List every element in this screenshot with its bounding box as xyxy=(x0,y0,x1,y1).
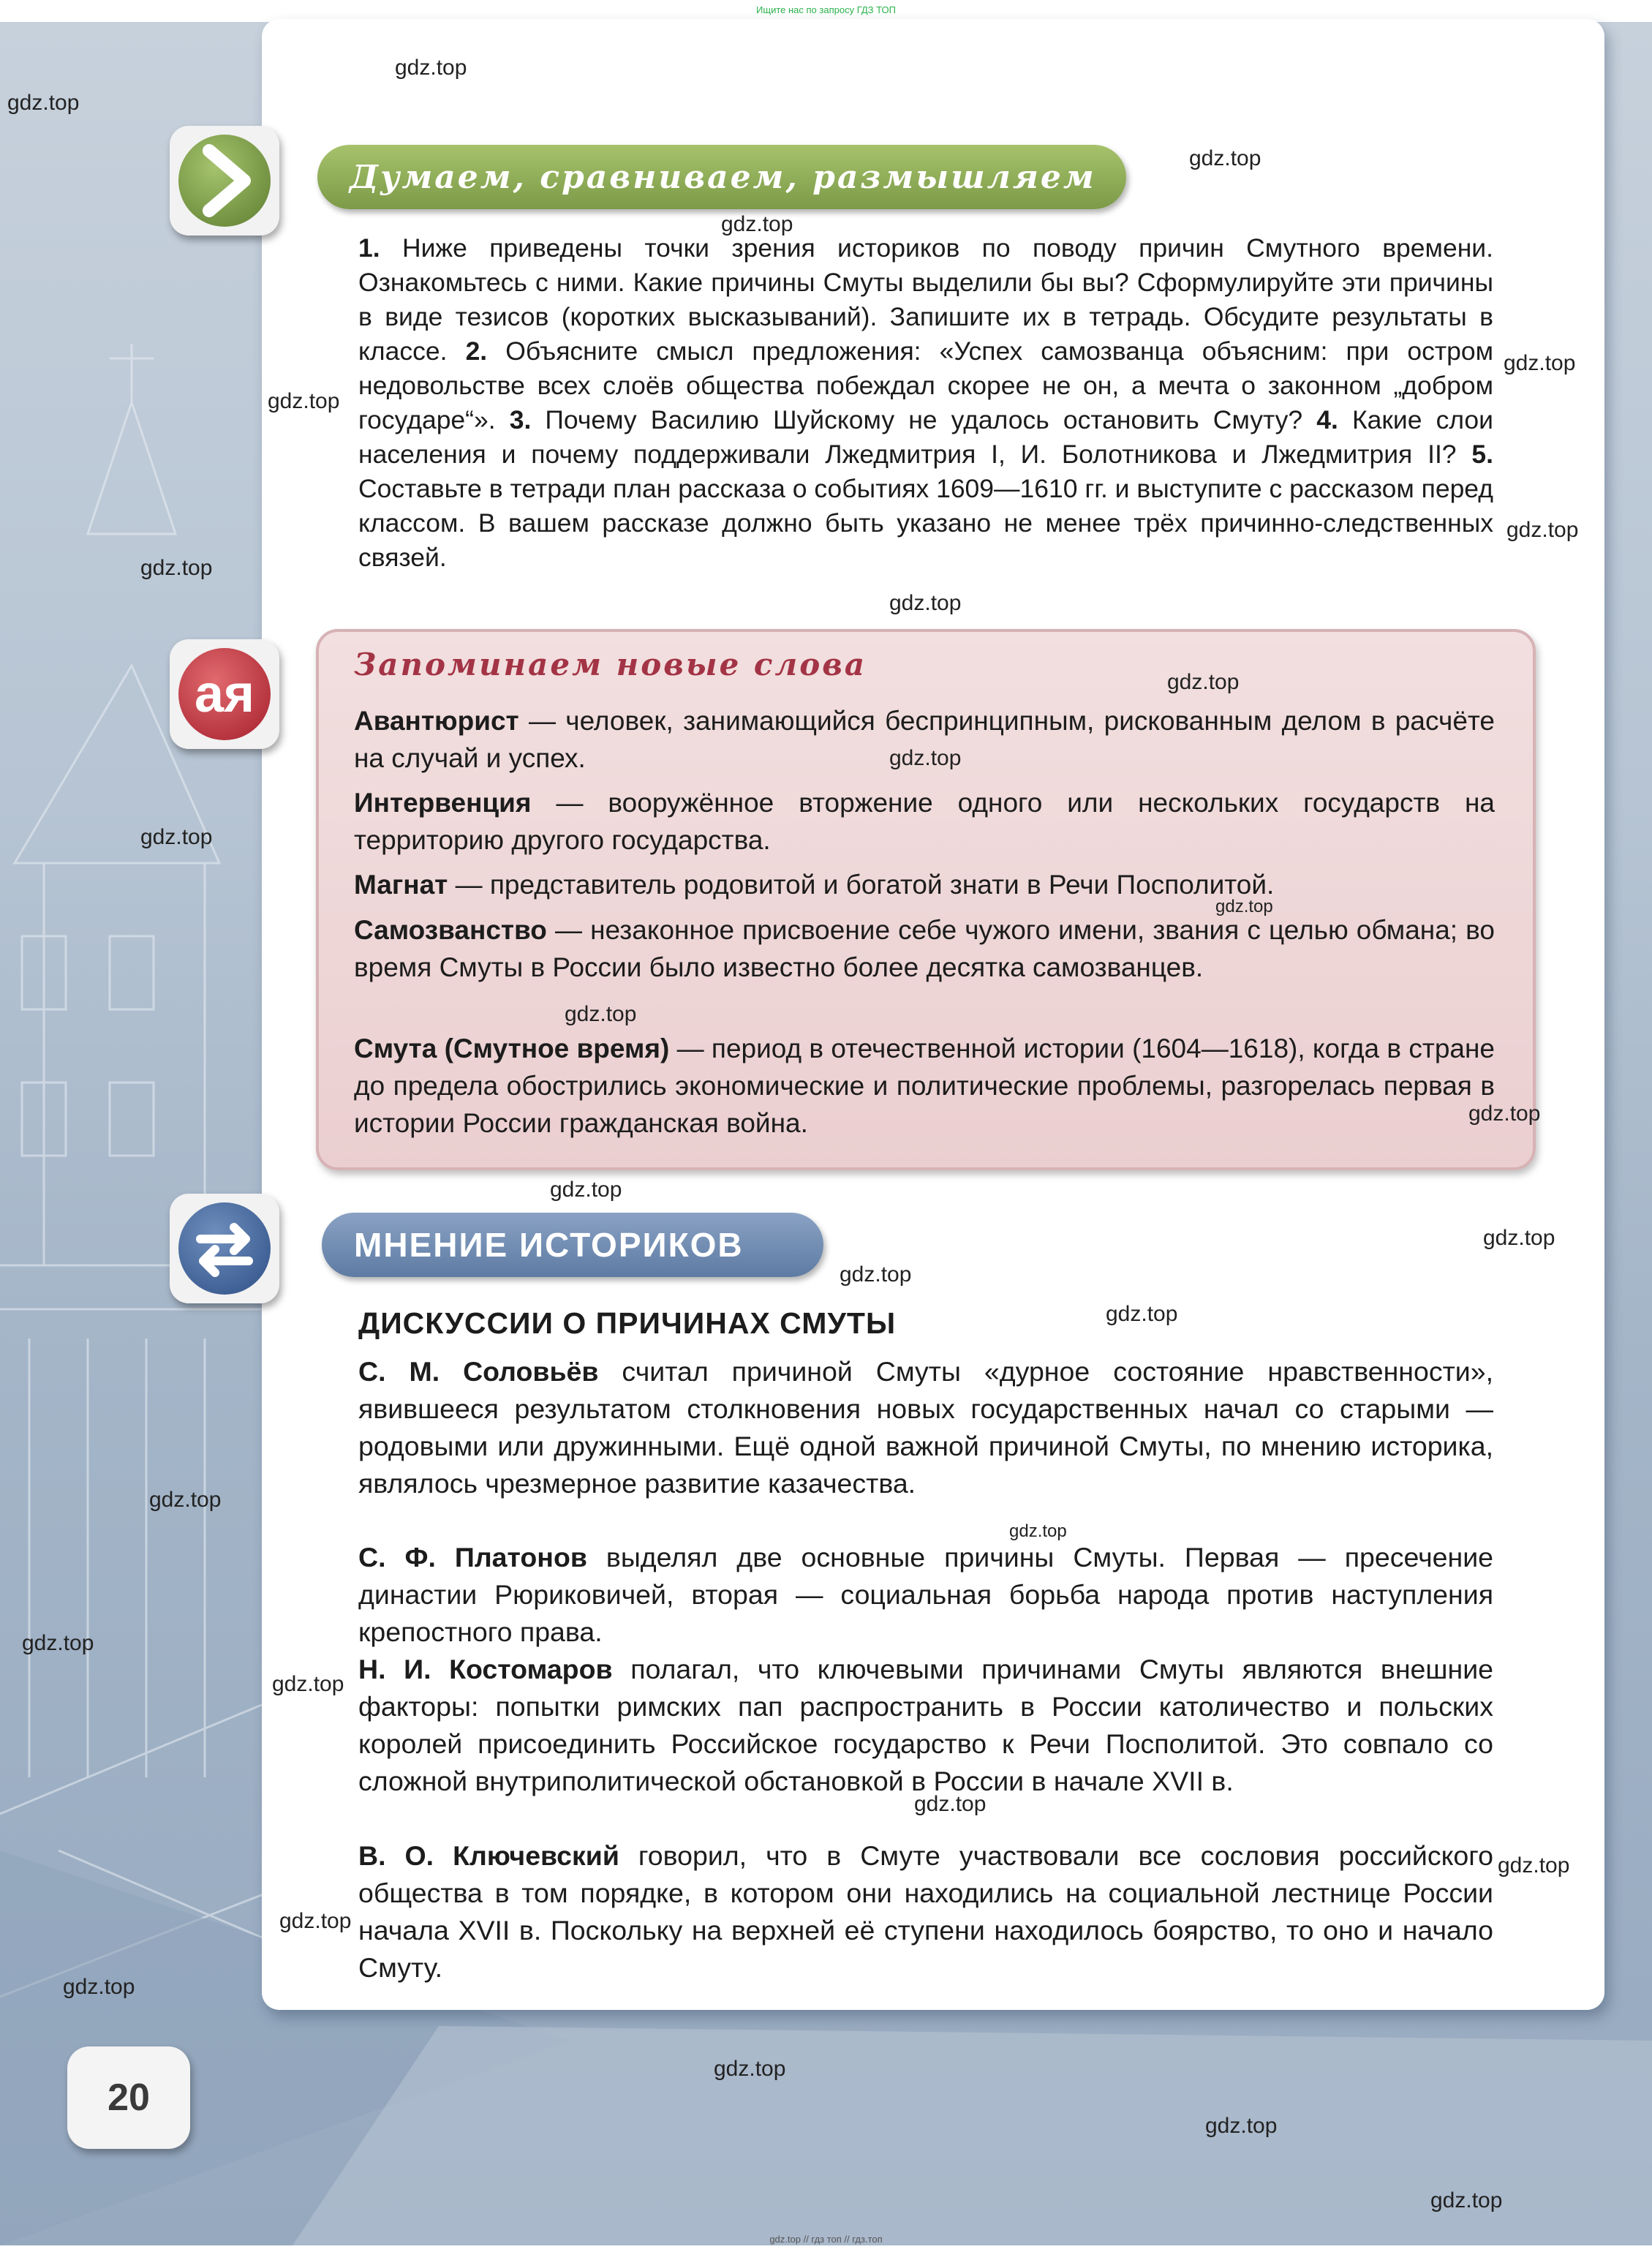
question-text: Составьте в тетради план рассказа о событиях 1609—1610 гг. и выступите с рассказом перед классом. В вашем рассказе должно быть указано не менее трёх причинно-следственных связей. xyxy=(358,474,1493,572)
watermark: gdz.top xyxy=(7,91,80,115)
opinion-text: говорил, что в Смуте участвовали все сословия российского общества в том порядке, в котором они находились на социальной лестнице России начала XVII в. Поскольку на верхней её ступени находилось боярство, то оно и начало Смуту. xyxy=(358,1840,1493,1983)
question-text: Ниже приведены точки зрения историков по поводу причин Смутного времени. Ознакомьтесь с ними. Какие причины Смуты выделили бы вы? Сформулируйте эти причины в виде тезисов (коротких высказываний). Запишите их в тетрадь. Обсудите результаты в классе. xyxy=(358,233,1493,366)
definition: — человек, занимающийся беспринципным, рискованным делом в расчёте на случай и успех. xyxy=(354,706,1496,773)
watermark: gdz.top xyxy=(721,212,793,236)
watermark: gdz.top xyxy=(1189,146,1261,170)
term-definition xyxy=(354,784,1495,859)
historian-name: С. М. Соловьёв xyxy=(358,1356,599,1387)
think-section-title: Думаем, сравниваем, размышляем xyxy=(317,145,1126,209)
definition: — представитель родовитой и богатой знати в Речи Посполитой. xyxy=(455,870,1275,900)
term-definition xyxy=(354,1030,1495,1142)
term: Авантюрист xyxy=(354,706,519,736)
historian-opinion xyxy=(358,1837,1493,1986)
term: Самозванство xyxy=(354,915,547,945)
site-note-top: Ищите нас по запросу ГДЗ ТОП xyxy=(756,4,896,15)
historian-opinion xyxy=(358,1651,1493,1800)
historians-section-icon-tile xyxy=(170,1194,279,1303)
question-text: Какие слои населения и почему поддерживали Лжедмитрия I, И. Болотникова и Лжедмитрия II? xyxy=(358,405,1493,469)
site-note-bottom: gdz.top // гдз топ // гдз.топ xyxy=(769,2234,883,2245)
watermark: gdz.top xyxy=(1483,1226,1555,1250)
watermark: gdz.top xyxy=(840,1262,912,1287)
page-number: 20 xyxy=(67,2046,190,2149)
historian-name: Н. И. Костомаров xyxy=(358,1654,613,1684)
watermark: gdz.top xyxy=(889,591,962,615)
term: Интервенция xyxy=(354,788,532,818)
letters-icon: ая xyxy=(194,665,255,723)
watermark: gdz.top xyxy=(550,1178,622,1202)
question-number: 4. xyxy=(1316,405,1338,434)
watermark: gdz.top xyxy=(1468,1101,1541,1126)
watermark: gdz.top xyxy=(1205,2114,1278,2138)
historian-opinion xyxy=(358,1539,1493,1651)
watermark: gdz.top xyxy=(1504,351,1576,375)
definition: — период в отечественной истории (1604—1618), когда в стране до предела обострились экономические и политические проблемы, разгорелась первая в истории России гражданская война. xyxy=(354,1033,1495,1138)
definition: — вооружённое вторжение одного или нескольких государств на территорию другого государства. xyxy=(354,788,1496,855)
term-definition xyxy=(354,911,1495,986)
watermark: gdz.top xyxy=(395,56,467,80)
watermark: gdz.top xyxy=(1167,670,1240,694)
historian-opinion xyxy=(358,1353,1493,1502)
chevron-right-icon xyxy=(178,135,271,227)
opinion-text: считал причиной Смуты «дурное состояние нравственности», явившееся результатом столкновения новых государственных начал со старыми — родовыми или дружинными. Ещё одной важной причиной Смуты, по мнению историка, являлось чрезмерное развитие казачества. xyxy=(358,1356,1494,1499)
question-number: 2. xyxy=(465,336,488,366)
watermark: gdz.top xyxy=(22,1631,94,1655)
discussion-title: ДИСКУССИИ О ПРИЧИНАХ СМУТЫ xyxy=(358,1306,897,1340)
watermark: gdz.top xyxy=(149,1488,222,1512)
words-section-icon-tile xyxy=(170,639,279,749)
think-section-icon-tile xyxy=(170,126,279,236)
term: Смута (Смутное время) xyxy=(354,1033,670,1063)
think-questions xyxy=(358,231,1493,575)
historian-name: С. Ф. Платонов xyxy=(358,1542,587,1573)
historian-name: В. О. Ключевский xyxy=(358,1840,619,1871)
watermark: gdz.top xyxy=(140,556,213,580)
opinion-text: полагал, что ключевыми причинами Смуты являются внешние факторы: попытки римских пап распространить в России католичество и польских королей присоединить Российское государство к Речи Посполитой. Это совпало со сложной внутриполитической обстановкой в России в начале XVII в. xyxy=(358,1654,1493,1796)
historians-section-title: МНЕНИЕ ИСТОРИКОВ xyxy=(322,1213,823,1277)
term-definition xyxy=(354,866,1495,903)
watermark: gdz.top xyxy=(1506,518,1579,542)
question-number: 5. xyxy=(1471,440,1493,469)
opinion-text: выделял две основные причины Смуты. Первая — пресечение династии Рюриковичей, вторая — социальная борьба народа против наступления крепостного права. xyxy=(358,1542,1493,1647)
watermark: gdz.top xyxy=(1215,897,1273,916)
watermark: gdz.top xyxy=(1498,1853,1570,1878)
watermark: gdz.top xyxy=(1106,1302,1178,1326)
question-number: 3. xyxy=(509,405,532,434)
question-number: 1. xyxy=(358,233,380,263)
watermark: gdz.top xyxy=(279,1909,352,1933)
words-section-title: Запоминаем новые слова xyxy=(354,647,867,682)
definition: — незаконное присвоение себе чужого имени, звания с целью обмана; во время Смуты в России было известно более десятка самозванцев. xyxy=(354,915,1495,982)
watermark: gdz.top xyxy=(914,1792,987,1816)
watermark: gdz.top xyxy=(714,2057,786,2081)
watermark: gdz.top xyxy=(63,1975,135,1999)
watermark: gdz.top xyxy=(1009,1521,1067,1541)
question-text: Почему Василию Шуйскому не удалось остановить Смуту? xyxy=(545,405,1303,434)
term: Магнат xyxy=(354,870,448,900)
watermark: gdz.top xyxy=(272,1672,344,1696)
watermark: gdz.top xyxy=(140,825,213,849)
watermark: gdz.top xyxy=(889,746,962,770)
watermark: gdz.top xyxy=(268,389,340,413)
question-text: Объясните смысл предложения: «Успех самозванца объясним: при остром недовольстве всех слоёв общества побеждал скорее не он, а мечта о законном „добром государе“». xyxy=(358,336,1493,434)
watermark: gdz.top xyxy=(1430,2188,1503,2213)
watermark: gdz.top xyxy=(565,1002,637,1026)
exchange-arrows-icon xyxy=(178,1202,271,1295)
